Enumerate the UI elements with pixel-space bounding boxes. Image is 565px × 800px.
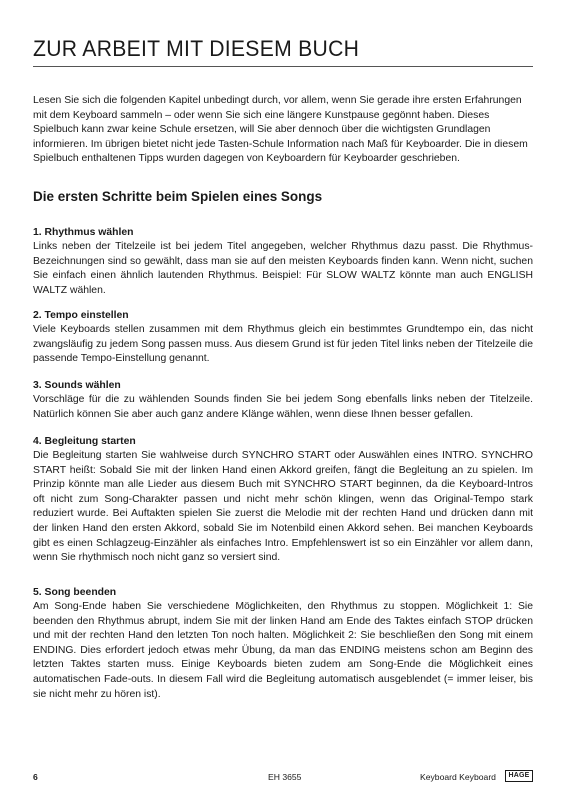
step-heading: 2. Tempo einstellen (33, 310, 129, 321)
intro-paragraph: Lesen Sie sich die folgenden Kapitel unbedingt durch, vor allem, wenn Sie gerade ihre ersten Erfahrungen mit dem Keyboard sammeln – oder wenn Sie sich eine längere Kunstpause gegönnt haben. Dieses Spielbuch kann zwar keine Schule ersetzen, will Sie aber dennoch über die wichtigsten Grundlagen informieren. Im übrigen bietet nicht jede Tasten-Schule Information nach Maß für Keyboarder. Die in diesem Spielbuch enthaltenen Tipps wurden dagegen von Keyboardern für Keyboarder geschrieben. (33, 95, 528, 165)
step-song-beenden (33, 586, 533, 702)
step-tempo (33, 309, 533, 367)
step-text: Links neben der Titelzeile ist bei jedem Titel angegeben, welcher Rhythmus dazu passt. Die Rhythmus-Bezeichnungen sind so gewählt, dass man sie auf den meisten Keyboards finden kann. Wenn nicht, suchen Sie einfach einen ähnlich lautenden Rhythmus. Beispiel: Für SLOW WALTZ könnte man auch ENGLISH WALTZ wählen. (33, 241, 533, 296)
book-title: Keyboard Keyboard (420, 772, 496, 782)
step-text: Am Song-Ende haben Sie verschiedene Möglichkeiten, den Rhythmus zu stoppen. Möglichkeit 1: Sie beenden den Rhythmus abrupt, indem Sie mit der linken Hand am Ende des Taktes einfach STOP drücken und mit der rechten Hand den letzten Ton noch halten. Möglichkeit 2: Sie beschließen den Song mit einem ENDING. Dies erfordert jedoch etwas mehr Übung, da man das ENDING meistens schon am Beginn des letzten Taktes starten muss. Einige Keyboards bieten zudem am Song-Ende die Möglichkeit eines automatischen Fade-outs. In diesem Fall wird die Begleitung automatisch ausgeblendet (= immer leiser, bis sie nicht mehr zu hören ist). (33, 601, 533, 700)
step-heading: 4. Begleitung starten (33, 436, 136, 447)
page-number: 6 (33, 772, 38, 782)
step-rhythmus (33, 226, 533, 298)
step-text: Viele Keyboards stellen zusammen mit dem Rhythmus gleich ein bestimmtes Grundtempo ein, das nicht zwangsläufig zu jedem Song passen muss. Aus diesem Grund ist für jeden Titel links neben der Titelzeile die passende Tempo-Einstellung genannt. (33, 324, 533, 365)
step-heading: 1. Rhythmus wählen (33, 227, 134, 238)
step-heading: 5. Song beenden (33, 587, 117, 598)
step-sounds (33, 379, 533, 422)
step-text: Die Begleitung starten Sie wahlweise durch SYNCHRO START oder Auswählen eines INTRO. SYNCHRO START heißt: Sobald Sie mit der linken Hand einen Akkord greifen, fängt die Begleitung an zu spielen. Im Prinzip könnte man alle Lieder aus diesem Buch mit SYNCHRO START beginnen, da die Keyboard-Intros oft nicht zum Song-Charakter passen und nicht mehr schön klingen, wenn das Original-Tempo stark reduziert wurde. Bei Auftakten spielen Sie zuerst die Melodie mit der rechten Hand und drücken dann mit der linken Hand den ersten Akkord, sobald Sie im Notenbild einen Akkord sehen. Bei manchen Keyboards gibt es einen Schlagzeug-Einzähler als einfaches Intro. Empfehlenswert ist so ein Einzähler vor allem dann, wenn Sie rhythmisch noch nicht ganz so versiert sind. (33, 450, 533, 564)
section-heading: Die ersten Schritte beim Spielen eines Songs (33, 189, 323, 205)
page-title: ZUR ARBEIT MIT DIESEM BUCH (33, 36, 360, 61)
step-begleitung (33, 435, 533, 566)
step-text: Vorschläge für die zu wählenden Sounds finden Sie bei jedem Song ebenfalls links neben der Titelzeile. Natürlich können Sie aber auch ganz andere Klänge wählen, wenn diese Ihnen besser gefallen. (33, 394, 533, 420)
title-divider (33, 66, 533, 67)
publisher-logo: HAGE (505, 770, 533, 782)
edition-number: EH 3655 (268, 772, 302, 782)
step-heading: 3. Sounds wählen (33, 380, 121, 391)
